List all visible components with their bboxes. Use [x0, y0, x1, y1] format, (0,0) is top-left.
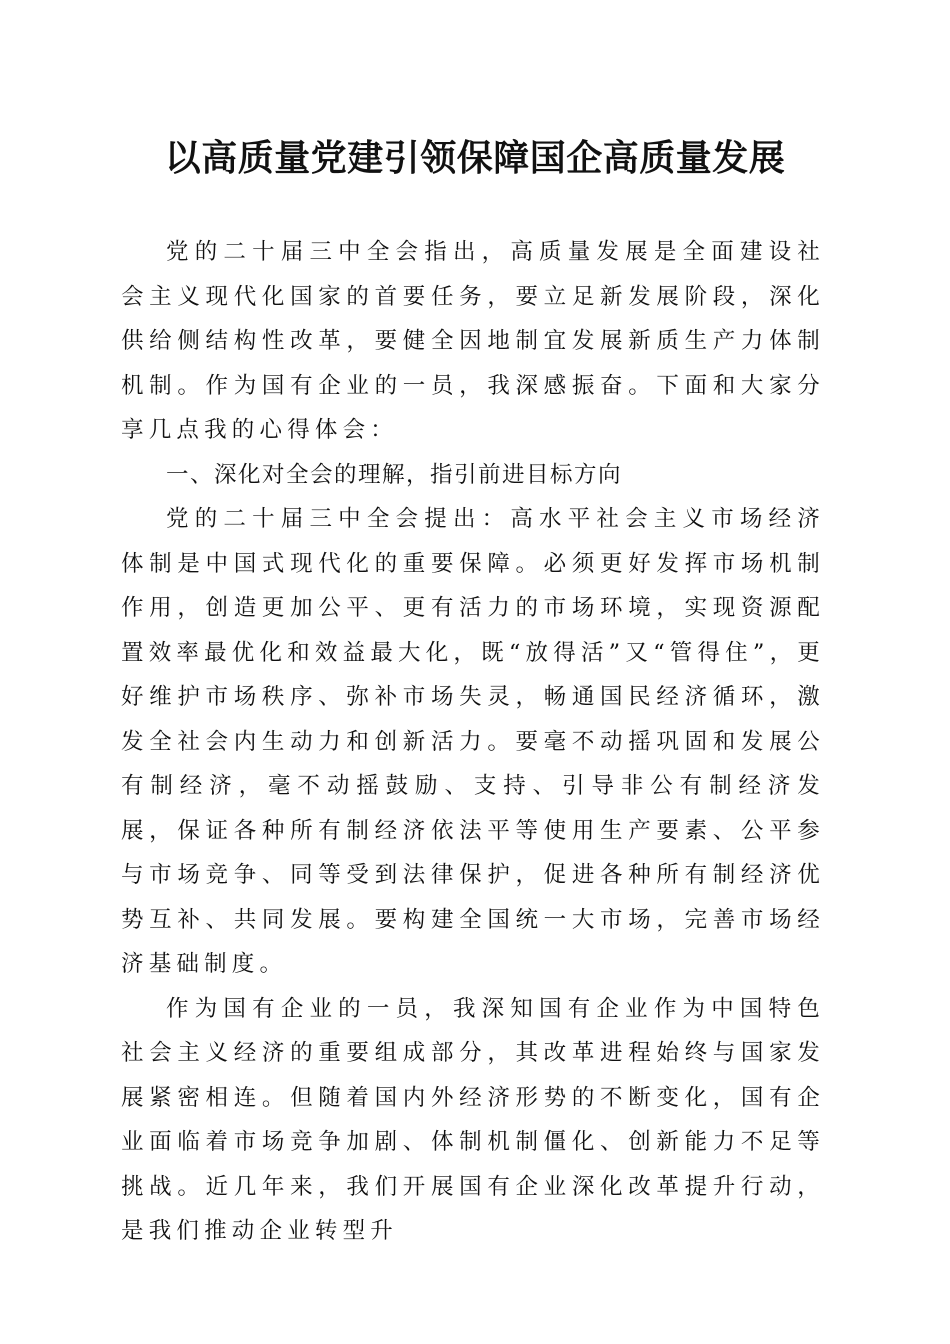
document-body: [121, 230, 825, 1254]
section-paragraph: 党的二十届三中全会提出：高水平社会主义市场经济体制是中国式现代化的重要保障。必须更好发挥市场机制作用，创造更加公平、更有活力的市场环境，实现资源配置效率最优化和效益最大化，既“放得活”又“管得住”，更好维护市场秩序、弥补市场失灵，畅通国民经济循环，激发全社会内生动力和创新活力。要毫不动摇巩固和发展公有制经济，毫不动摇鼓励、支持、引导非公有制经济发展，保证各种所有制经济依法平等使用生产要素、公平参与市场竞争、同等受到法律保护，促进各种所有制经济优势互补、共同发展。要构建全国统一大市场，完善市场经济基础制度。: [121, 506, 825, 977]
intro-paragraph: 党的二十届三中全会指出，高质量发展是全面建设社会主义现代化国家的首要任务，要立足新发展阶段，深化供给侧结构性改革，要健全因地制宜发展新质生产力体制机制。作为国有企业的一员，我深感振奋。下面和大家分享几点我的心得体会：: [121, 239, 825, 443]
section-paragraph: 作为国有企业的一员，我深知国有企业作为中国特色社会主义经济的重要组成部分，其改革进程始终与国家发展紧密相连。但随着国内外经济形势的不断变化，国有企业面临着市场竞争加剧、体制机制僵化、创新能力不足等挑战。近几年来，我们开展国有企业深化改革提升行动，是我们推动企业转型升: [121, 995, 825, 1244]
document-title: 以高质量党建引领保障国企高质量发展: [164, 137, 786, 179]
section-heading: 一、深化对全会的理解，指引前进目标方向: [166, 461, 623, 488]
